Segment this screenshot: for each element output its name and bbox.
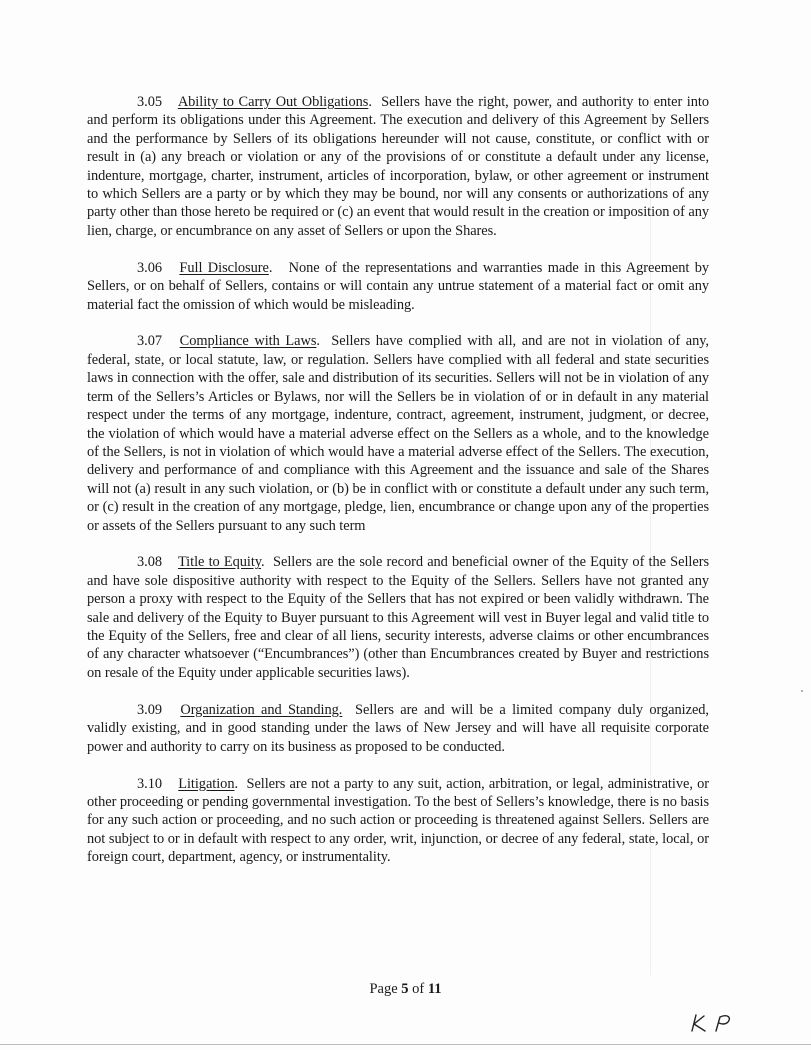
section-heading: Ability to Carry Out Obligations	[177, 94, 369, 110]
section-body: None of the representations and warranties made in this Agreement by Sellers, or on behalf of Sellers, contains or will contain any untrue statement of a material fact or omit any material fact the omission of which would be misleading.	[87, 259, 709, 313]
document-body	[87, 93, 709, 885]
section-body: Sellers have the right, power, and authority to enter into and perform its obligations under this Agreement. The execution and delivery of this Agreement by Sellers and the performance by Sellers of its obligations hereunder will not cause, constitute, or conflict with or result in (a) any breach or violation or any of the provisions of or constitute a default under any license, indenture, mortgage, charter, instrument, articles of incorporation, bylaw, or other agreement or instrument to which Sellers are a party or by which they may be bound, nor will any consents or authorizations of any party other than those hereto be required or (c) an event that would result in the creation or imposition of any lien, charge, or encumbrance on any asset of Sellers or upon the Shares.	[87, 94, 709, 239]
section-heading: Compliance with Laws	[179, 333, 317, 350]
page-prefix: Page	[369, 981, 402, 997]
page-number-footer	[0, 981, 811, 998]
section-number: 3.06	[137, 259, 162, 276]
section-3-08	[87, 553, 709, 682]
section-body: Sellers are and will be a limited company duly organized, validly existing, and in good standing under the laws of New Jersey and will have all requisite corporate power and authority to carry on its business as proposed to be conducted.	[87, 701, 709, 755]
heading-punctuation: .	[261, 554, 265, 571]
section-heading: Litigation	[178, 775, 235, 792]
scan-edge-line	[0, 1044, 811, 1045]
scan-speck	[801, 690, 803, 692]
section-3-09	[87, 701, 709, 756]
section-body: Sellers are not a party to any suit, action, arbitration, or legal, administrative, or other proceeding or pending governmental investigation. To the best of Sellers’s knowledge, there is no basis for any such action or proceeding, and no such action or proceeding is threatened against Sellers. Sellers are not subject to or in default with respect to any order, writ, injunction, or decree of any federal, state, local, or foreign court, department, agency, or instrumentality.	[87, 775, 709, 866]
section-heading: Full Disclosure	[179, 259, 269, 276]
section-body: Sellers have complied with all, and are not in violation of any, federal, state, or local statute, law, or regulation. Sellers have complied with all federal and state securities laws in connection with the offer, sale and distribution of its securities. Sellers will not be in violation of any term of the Sellers’s Articles or Bylaws, nor will the Sellers be in violation of or in default in any material respect under the terms of any mortgage, indenture, contract, agreement, instrument, judgment, or decree, the violation of which would have a material adverse effect on the Sellers as a whole, and to the knowledge of the Sellers, is not in violation of which would have a material adverse effect of the Sellers. The execution, delivery and performance of and compliance with this Agreement and the issuance and sale of the Shares will not (a) result in any such violation, or (b) be in conflict with or constitute a default under any such term, or (c) result in the creation of any mortgage, pledge, lien, encumbrance or change upon any of the properties or assets of the Sellers pursuant to any such term	[87, 333, 709, 534]
section-number: 3.09	[137, 701, 162, 718]
section-body: Sellers are the sole record and beneficial owner of the Equity of the Sellers and have sole dispositive authority with respect to the Equity of the Sellers. Sellers have not granted any person a proxy with respect to the Equity of the Sellers that has not expired or been validly withdrawn. The sale and delivery of the Equity to Buyer pursuant to this Agreement will vest in Buyer legal and valid title to the Equity of the Sellers, free and clear of all liens, security interests, adverse claims or other encumbrances of any character whatsoever (“Encumbrances”) (other than Encumbrances created by Buyer and restrictions on resale of the Equity under applicable securities laws).	[87, 554, 709, 681]
section-3-07	[87, 332, 709, 534]
heading-punctuation: .	[368, 94, 372, 110]
total-page-count: 11	[427, 981, 442, 997]
section-number: 3.07	[137, 333, 162, 350]
section-heading: Organization and Standing.	[180, 701, 343, 718]
section-3-06	[87, 259, 709, 314]
section-number: 3.10	[137, 775, 162, 792]
heading-punctuation: .	[234, 775, 239, 792]
page-separator: of	[408, 981, 428, 997]
section-heading: Title to Equity	[177, 554, 262, 571]
handwritten-initials-kp	[683, 1006, 743, 1036]
heading-punctuation: .	[316, 333, 320, 350]
heading-punctuation: .	[268, 259, 273, 276]
section-number: 3.08	[137, 554, 162, 571]
section-number: 3.05	[137, 94, 162, 110]
current-page-number: 5	[401, 981, 409, 997]
section-3-05	[87, 93, 709, 240]
section-3-10	[87, 775, 709, 867]
